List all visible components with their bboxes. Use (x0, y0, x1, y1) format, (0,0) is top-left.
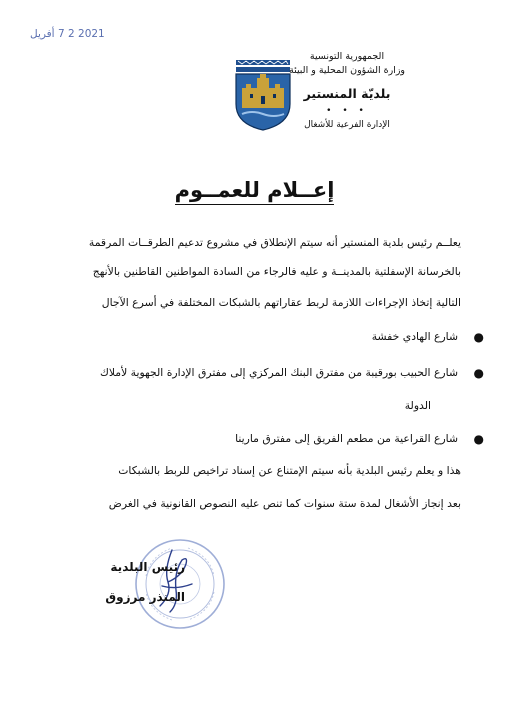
department-label: الإدارة الفرعية للأشغال (304, 120, 390, 130)
street-list-item (371, 330, 484, 344)
bullet-icon: ● (473, 432, 484, 446)
received-date-stamp: 2021 2 7 أفريل (30, 28, 105, 40)
closing-line: بعد إنجاز الأشغال لمدة ستة سنوات كما تنص عليه النصوص القانونية في الغرض (108, 497, 461, 510)
republic-label: الجمهورية التونسية (309, 51, 385, 62)
signatory-name: المنذر مرزوق (105, 590, 185, 604)
letterhead (247, 50, 447, 132)
municipality-label: بلديّة المنستير (303, 86, 391, 101)
header-dots: • • • (326, 106, 368, 116)
handwritten-signature-icon (142, 546, 202, 616)
bullet-icon: ● (473, 330, 484, 344)
street-name-continuation: الدولة (404, 399, 431, 412)
street-list-item (235, 432, 484, 446)
street-name: شارع الهادي خفشة (371, 330, 458, 343)
street-name: شارع القراعية من مطعم الفريق إلى مفترق مارينا (235, 432, 458, 445)
notice-line: يعلــم رئيس بلدية المنستير أنه سيتم الإنطلاق في مشروع تدعيم الطرقــات المرقمة (88, 236, 461, 249)
signatory-role: رئيس البلدية (110, 560, 185, 574)
bullet-icon: ● (473, 366, 484, 380)
notice-line: بالخرسانة الإسفلتية بالمدينــة و عليه فالرجاء من السادة المواطنين القاطنين بالأنهج (92, 265, 461, 278)
notice-title (0, 178, 509, 202)
notice-line: التالية إتخاذ الإجراءات اللازمة لربط عقاراتهم بالشبكات المختلفة في أسرع الآجال (101, 296, 461, 309)
street-name: شارع الحبيب بورقيبة من مفترق البنك المركزي إلى مفترق الإدارة الجهوية لأملاك (99, 366, 458, 379)
notice-title-text: إعــلام للعمــوم (175, 178, 335, 205)
street-list-item (99, 366, 484, 380)
ministry-label: وزارة الشؤون المحلية و البيئة (288, 65, 406, 76)
closing-line: هذا و يعلم رئيس البلدية بأنه سيتم الإمتناع عن إسناد تراخيص للربط بالشبكات (118, 464, 461, 477)
